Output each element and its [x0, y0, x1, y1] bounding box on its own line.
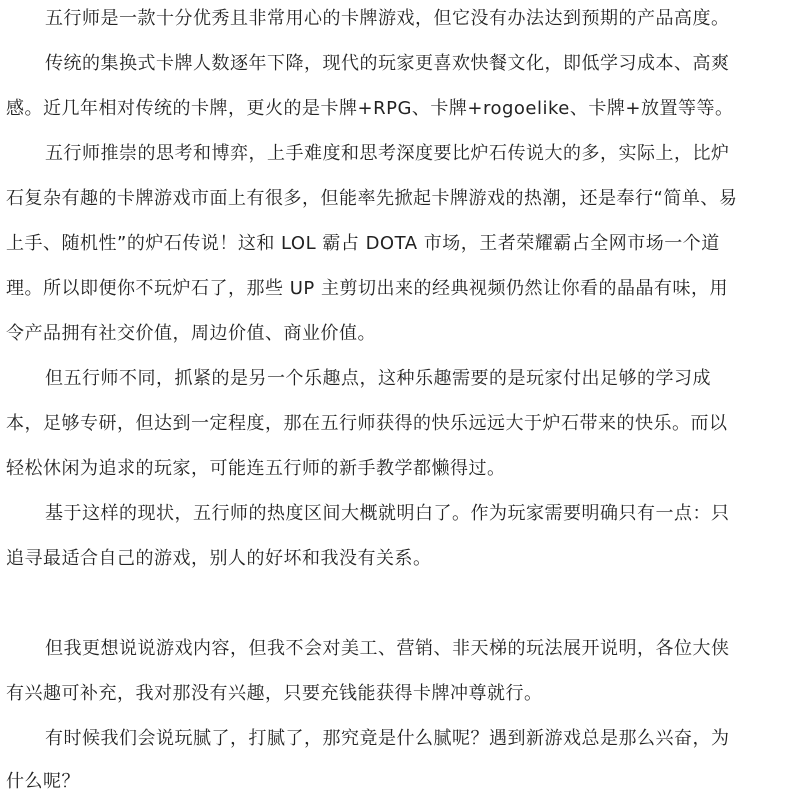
text-line: 感。近几年相对传统的卡牌，更火的是卡牌+RPG、卡牌+rogoelike、卡牌+放置等等。 [6, 98, 734, 119]
text-line: 轻松休闲为追求的玩家，可能连五行师的新手教学都懒得过。 [6, 458, 506, 479]
text-line: 理。所以即便你不玩炉石了，那些 UP 主剪切出来的经典视频仍然让你看的晶晶有味，用 [6, 278, 728, 299]
text-line: 五行师是一款十分优秀且非常用心的卡牌游戏，但它没有办法达到预期的产品高度。 [45, 8, 730, 29]
text-line: 有兴趣可补充，我对那没有兴趣，只要充钱能获得卡牌冲尊就行。 [6, 683, 543, 704]
text-line: 五行师推崇的思考和博弈，上手难度和思考深度要比炉石传说大的多，实际上，比炉 [45, 143, 730, 164]
text-line: 什么呢？ [6, 771, 80, 792]
text-line: 追寻最适合自己的游戏，别人的好坏和我没有关系。 [6, 548, 432, 569]
text-line: 上手、随机性”的炉石传说！这和 LOL 霸占 DOTA 市场，王者荣耀霸占全网市场一个道 [6, 233, 720, 254]
text-line: 石复杂有趣的卡牌游戏市面上有很多，但能率先掀起卡牌游戏的热潮，还是奉行“简单、易 [6, 188, 738, 209]
text-line: 令产品拥有社交价值，周边价值、商业价值。 [6, 323, 376, 344]
text-line: 但五行师不同，抓紧的是另一个乐趣点，这种乐趣需要的是玩家付出足够的学习成 [45, 368, 711, 389]
text-line: 基于这样的现状，五行师的热度区间大概就明白了。作为玩家需要明确只有一点：只 [45, 503, 730, 524]
text-line: 有时候我们会说玩腻了，打腻了，那究竟是什么腻呢？遇到新游戏总是那么兴奋，为 [45, 728, 730, 749]
text-line: 本，足够专研，但达到一定程度，那在五行师获得的快乐远远大于炉石带来的快乐。而以 [6, 413, 728, 434]
text-line: 传统的集换式卡牌人数逐年下降，现代的玩家更喜欢快餐文化，即低学习成本、高爽 [45, 53, 730, 74]
text-line: 但我更想说说游戏内容，但我不会对美工、营销、非天梯的玩法展开说明，各位大侠 [45, 638, 730, 659]
